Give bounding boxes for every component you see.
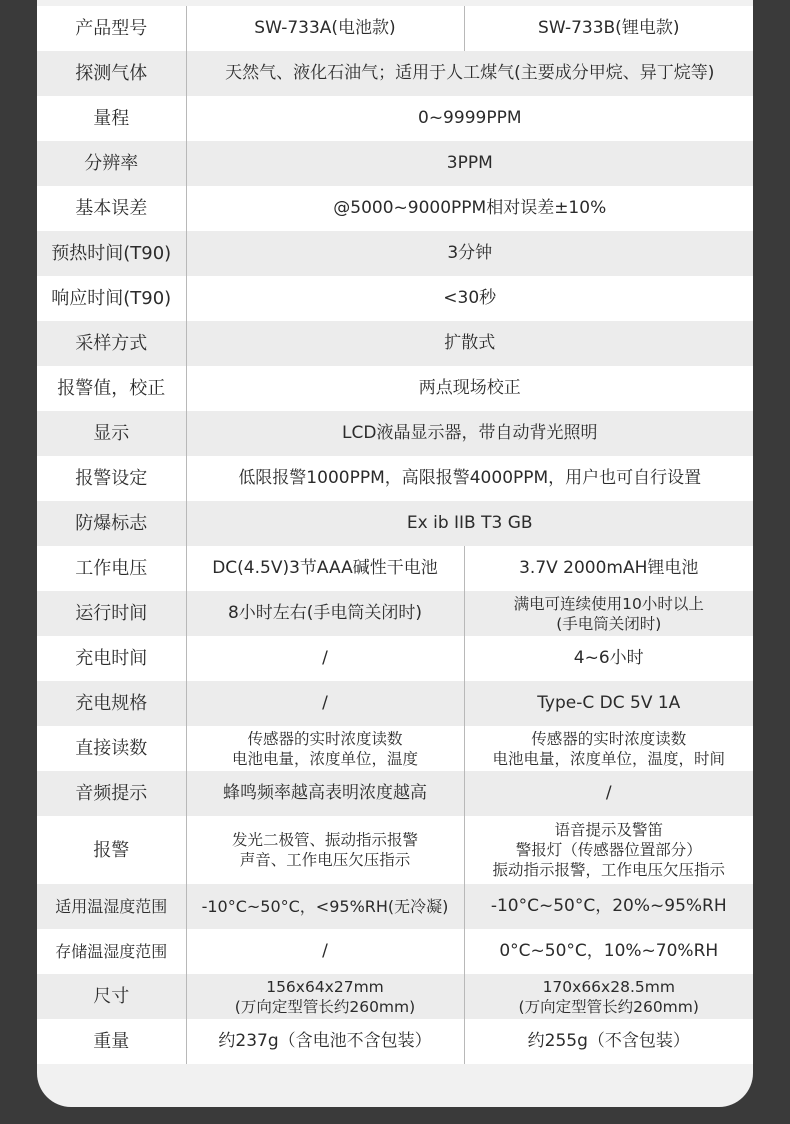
table-row [37,276,753,321]
cell-line: 警报灯（传感器位置部分） [515,841,702,859]
spec-sheet [37,0,753,1107]
cell-line: 电池电量，浓度单位，温度 [231,749,418,768]
row-label: 产品型号 [37,6,186,51]
row-label: 工作电压 [37,546,186,591]
cell-span: 天然气、液化石油气；适用于人工煤气(主要成分甲烷、异丁烷等) [186,51,753,96]
cell-span: @5000~9000PPM相对误差±10% [186,186,753,231]
cell-line: 振动指示报警，工作电压欠压指示 [492,861,725,879]
row-label: 报警 [37,816,186,884]
table-row [37,929,753,974]
row-label: 显示 [37,411,186,456]
row-label: 直接读数 [37,726,186,771]
cell-span: LCD液晶显示器，带自动背光照明 [186,411,753,456]
table-row [37,546,753,591]
cell-b: 4~6小时 [464,636,753,681]
cell-span: 3分钟 [186,231,753,276]
cell-b [464,816,753,884]
cell-line: 170x66x28.5mm [542,977,675,996]
row-label: 充电规格 [37,681,186,726]
row-label: 量程 [37,96,186,141]
table-row [37,141,753,186]
table-row [37,816,753,884]
cell-line: 传感器的实时浓度读数 [531,729,687,748]
cell-line: 声音、工作电压欠压指示 [239,851,411,869]
cell-a: 8小时左右(手电筒关闭时) [186,591,464,636]
table-row [37,1019,753,1064]
row-label: 报警值，校正 [37,366,186,411]
row-label: 适用温湿度范围 [37,884,186,929]
cell-a: / [186,681,464,726]
table-row [37,974,753,1019]
table-row [37,231,753,276]
cell-b: Type-C DC 5V 1A [464,681,753,726]
cell-line: (万向定型管长约260mm) [234,997,416,1016]
row-label: 存储温湿度范围 [37,929,186,974]
row-label: 尺寸 [37,974,186,1019]
cell-line: 发光二极管、振动指示报警 [231,831,418,849]
row-label: 报警设定 [37,456,186,501]
row-label: 分辨率 [37,141,186,186]
cell-a [186,974,464,1019]
cell-line: 语音提示及警笛 [554,821,663,839]
row-label: 基本误差 [37,186,186,231]
table-row [37,591,753,636]
table-row [37,6,753,51]
row-label: 充电时间 [37,636,186,681]
cell-b: 约255g（不含包装） [464,1019,753,1064]
cell-b: -10°C~50°C，20%~95%RH [464,884,753,929]
row-label: 运行时间 [37,591,186,636]
row-label: 音频提示 [37,771,186,816]
cell-line: (万向定型管长约260mm) [518,997,699,1016]
cell-b: / [464,771,753,816]
cell-a [186,816,464,884]
cell-line: 电池电量，浓度单位，温度，时间 [492,749,725,768]
table-row [37,51,753,96]
cell-span: Ex ib IIB T3 GB [186,501,753,546]
row-label: 响应时间(T90) [37,276,186,321]
cell-b [464,591,753,636]
cell-span: 扩散式 [186,321,753,366]
cell-span: 低限报警1000PPM，高限报警4000PPM，用户也可自行设置 [186,456,753,501]
table-row [37,186,753,231]
table-row [37,501,753,546]
cell-span: <30秒 [186,276,753,321]
cell-a: 蜂鸣频率越高表明浓度越高 [186,771,464,816]
table-row [37,726,753,771]
cell-model-b: SW-733B(锂电款) [464,6,753,51]
cell-line: 传感器的实时浓度读数 [247,729,403,748]
cell-span: 两点现场校正 [186,366,753,411]
cell-span: 3PPM [186,141,753,186]
row-label: 防爆标志 [37,501,186,546]
cell-a: -10°C~50°C，<95%RH(无冷凝) [186,884,464,929]
row-label: 采样方式 [37,321,186,366]
cell-b: 0°C~50°C，10%~70%RH [464,929,753,974]
cell-a: / [186,636,464,681]
row-label: 预热时间(T90) [37,231,186,276]
table-row [37,96,753,141]
row-label: 重量 [37,1019,186,1064]
cell-a: 约237g（含电池不含包装） [186,1019,464,1064]
cell-model-a: SW-733A(电池款) [186,6,464,51]
table-row [37,884,753,929]
table-row [37,681,753,726]
cell-line: (手电筒关闭时) [556,614,662,633]
cell-b [464,726,753,771]
row-label: 探测气体 [37,51,186,96]
table-row [37,636,753,681]
cell-a [186,726,464,771]
table-row [37,321,753,366]
table-row [37,456,753,501]
cell-a: / [186,929,464,974]
cell-line: 156x64x27mm [266,977,384,996]
cell-span: 0~9999PPM [186,96,753,141]
cell-a: DC(4.5V)3节AAA碱性干电池 [186,546,464,591]
cell-b [464,974,753,1019]
table-row [37,366,753,411]
cell-b: 3.7V 2000mAH锂电池 [464,546,753,591]
spec-table [37,6,753,1064]
table-row [37,771,753,816]
cell-line: 满电可连续使用10小时以上 [513,594,704,613]
table-row [37,411,753,456]
